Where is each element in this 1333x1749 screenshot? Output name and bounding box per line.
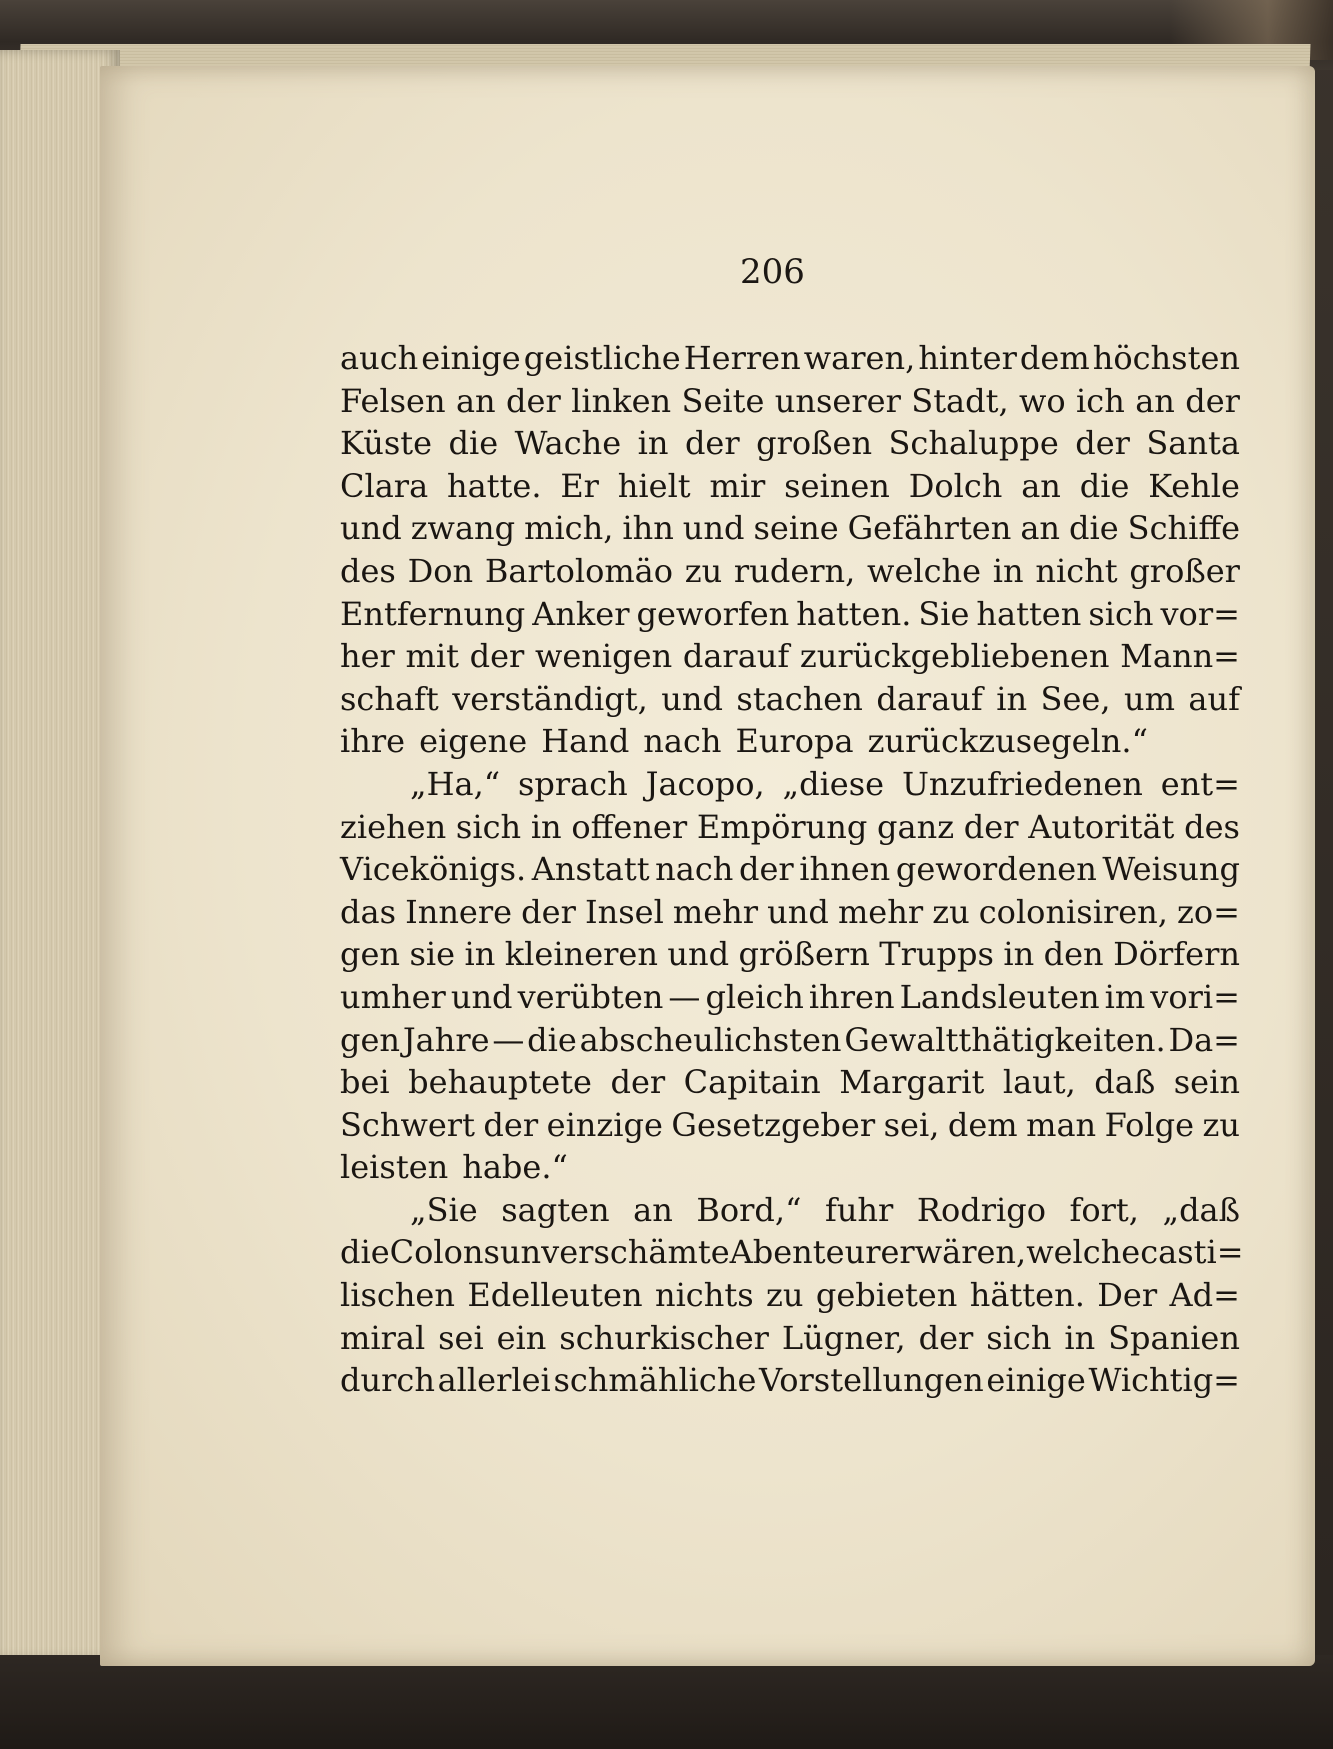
text-line: [340, 720, 1240, 763]
word: nach: [643, 722, 722, 761]
word: die: [1079, 466, 1130, 505]
word: ich: [1076, 381, 1125, 420]
word: Vorstellungen: [759, 1361, 984, 1400]
text-line: [340, 1231, 1244, 1274]
word: zu: [1202, 1105, 1240, 1144]
word: nicht: [1035, 551, 1118, 590]
word: des: [340, 551, 396, 590]
word: Entfernung: [340, 594, 526, 633]
word: und: [340, 509, 402, 548]
word: kleineren: [504, 935, 658, 974]
word: Der: [1097, 1276, 1158, 1315]
word: die: [527, 1020, 577, 1059]
word: sein: [1173, 1063, 1240, 1102]
word: zurückgebliebenen: [799, 637, 1110, 676]
word: Santa: [1146, 424, 1240, 463]
word: Vicekönigs.: [340, 850, 527, 889]
text-line: [340, 380, 1240, 423]
word: sich: [986, 1318, 1052, 1357]
word: ein: [496, 1318, 547, 1357]
word: ihn: [622, 509, 674, 548]
text-line: [340, 1146, 1240, 1189]
word: Jahre: [402, 1020, 490, 1059]
word: schmähliche: [553, 1361, 757, 1400]
word: den: [1043, 935, 1104, 974]
word: einige: [986, 1361, 1086, 1400]
word: der: [1185, 381, 1240, 420]
word: größern: [738, 935, 870, 974]
page-number: 206: [740, 252, 805, 292]
word: ihre: [340, 722, 406, 761]
word: „daß: [1162, 1190, 1240, 1229]
word: großer: [1129, 551, 1240, 590]
word: im: [1104, 977, 1146, 1016]
word: Da=: [1168, 1020, 1240, 1059]
word: die: [340, 1233, 390, 1272]
word: ihnen: [799, 850, 891, 889]
word: gewordenen: [895, 850, 1097, 889]
word: und: [667, 935, 730, 974]
word: und: [767, 892, 829, 931]
word: ent=: [1160, 764, 1240, 803]
word: Trupps: [879, 935, 994, 974]
word: zu: [932, 892, 970, 931]
word: sei: [438, 1318, 484, 1357]
word: der: [483, 1105, 539, 1144]
word: unverschämte: [499, 1233, 730, 1272]
word: in: [996, 679, 1028, 718]
word: Mann=: [1120, 637, 1240, 676]
word: die: [1069, 509, 1119, 548]
word: der: [963, 807, 1019, 846]
word: Rodrigo: [916, 1190, 1046, 1229]
word: dem: [947, 1105, 1018, 1144]
word: offener: [571, 807, 688, 846]
word: sich: [1088, 594, 1154, 633]
word: verübten: [517, 977, 664, 1016]
word: schurkischer: [559, 1318, 769, 1357]
word: gen: [340, 935, 401, 974]
text-line: [340, 337, 1240, 380]
word: an: [1135, 381, 1175, 420]
word: um: [1123, 679, 1175, 718]
word: man: [1026, 1105, 1097, 1144]
word: sagten: [501, 1190, 610, 1229]
word: Capitain: [683, 1063, 821, 1102]
word: der: [918, 1318, 974, 1357]
word: einige: [421, 339, 521, 377]
word: Empörung: [696, 807, 868, 846]
word: Wichtig=: [1088, 1361, 1240, 1400]
word: einzige: [546, 1105, 663, 1144]
word: an: [455, 381, 496, 420]
word: der: [521, 892, 576, 931]
word: gleich: [705, 977, 804, 1016]
text-line: [340, 891, 1240, 934]
word: des: [1184, 807, 1240, 846]
word: linken: [571, 381, 672, 420]
word: „Sie: [410, 1190, 478, 1229]
word: mich,: [524, 509, 614, 548]
word: der: [738, 850, 794, 889]
word: in: [464, 935, 496, 974]
word: schaft: [340, 679, 439, 718]
word: und: [450, 977, 513, 1016]
word: der: [469, 637, 525, 676]
word: vor=: [1160, 594, 1240, 633]
word: casti=: [1140, 1233, 1244, 1272]
word: unserer: [774, 381, 901, 420]
book-cover-bottom: [0, 1655, 1333, 1749]
text-line: [340, 422, 1240, 465]
word: mit: [405, 637, 459, 676]
text-line: [340, 465, 1240, 508]
word: Bartolomäo: [484, 551, 674, 590]
word: Margarit: [839, 1063, 985, 1102]
word: nichts: [654, 1276, 754, 1315]
text-line: [340, 806, 1240, 849]
word: waren,: [803, 339, 916, 377]
word: zo=: [1177, 892, 1240, 931]
word: Küste: [340, 424, 433, 463]
word: Gesetzgeber: [671, 1105, 876, 1144]
word: vori=: [1150, 977, 1240, 1016]
word: auch: [340, 339, 419, 377]
word: sich: [455, 807, 522, 846]
word: hinter: [918, 339, 1017, 377]
word: Seite: [681, 381, 765, 420]
word: Felsen: [340, 381, 446, 420]
word: Dörfern: [1113, 935, 1240, 974]
word: wenigen: [534, 637, 673, 676]
word: laut,: [1002, 1063, 1076, 1102]
word: zu: [766, 1276, 804, 1315]
word: mehr: [672, 892, 759, 931]
word: der: [506, 381, 561, 420]
word: in: [1003, 935, 1035, 974]
word: der: [684, 424, 740, 463]
text-line: [340, 678, 1240, 721]
word: durch: [340, 1361, 435, 1400]
word: großen: [756, 424, 873, 463]
word: Gefährten: [847, 509, 1012, 548]
text-line: [340, 1359, 1240, 1402]
word: Stadt,: [911, 381, 1009, 420]
text-line: [340, 593, 1240, 636]
word: an: [1021, 466, 1061, 505]
word: Anstatt: [531, 850, 650, 889]
word: hatten: [976, 594, 1082, 633]
word: sei,: [883, 1105, 940, 1144]
page-text: [340, 337, 1244, 1402]
word: rudern,: [733, 551, 856, 590]
word: zu: [684, 551, 723, 590]
word: Don: [407, 551, 474, 590]
text-line: [340, 763, 1240, 806]
word: her: [340, 637, 395, 676]
word: Schwert: [340, 1105, 475, 1144]
word: dem: [1019, 339, 1090, 377]
word: an: [633, 1190, 673, 1229]
word: umher: [340, 977, 446, 1016]
word: Schiffe: [1127, 509, 1240, 548]
word: der: [610, 1063, 666, 1102]
word: in: [992, 551, 1024, 590]
word: in: [1064, 1318, 1096, 1357]
word: Herren: [683, 339, 801, 377]
word: Unzufriedenen: [901, 764, 1143, 803]
text-line: [340, 1104, 1240, 1147]
word: Bord,“: [696, 1190, 802, 1229]
word: lischen: [340, 1276, 455, 1315]
word: geistliche: [523, 339, 681, 377]
word: „Ha,“: [410, 764, 501, 803]
word: Dolch: [908, 466, 1003, 505]
text-line: [340, 1019, 1240, 1062]
word: Landsleuten: [899, 977, 1100, 1016]
word: und: [682, 509, 745, 548]
word: hatte.: [446, 466, 542, 505]
word: eigene: [419, 722, 528, 761]
word: Jacopo,: [645, 764, 765, 803]
word: colonisiren,: [978, 892, 1168, 931]
text-line: [340, 507, 1240, 550]
word: See,: [1040, 679, 1111, 718]
word: habe.“: [462, 1148, 568, 1187]
word: Schaluppe: [888, 424, 1059, 463]
text-line: [340, 848, 1240, 891]
word: hätten.: [969, 1276, 1085, 1315]
word: darauf: [876, 679, 983, 718]
word: geworfen: [636, 594, 790, 633]
word: wo: [1019, 381, 1066, 420]
word: —: [492, 1020, 525, 1059]
word: mehr: [837, 892, 924, 931]
text-line: [340, 1274, 1240, 1317]
word: seine: [753, 509, 839, 548]
word: darauf: [682, 637, 790, 676]
word: abscheulichsten: [579, 1020, 842, 1059]
word: Abenteurer: [729, 1233, 915, 1272]
word: daß: [1094, 1063, 1156, 1102]
word: behauptete: [408, 1063, 592, 1102]
text-line: [340, 976, 1240, 1019]
word: Spanien: [1108, 1318, 1240, 1357]
word: an: [1020, 509, 1061, 548]
word: zurückzusegeln.“: [867, 722, 1148, 761]
word: Kehle: [1148, 466, 1240, 505]
word: ganz: [877, 807, 955, 846]
word: mir: [709, 466, 766, 505]
word: —: [668, 977, 701, 1016]
word: sprach: [517, 764, 628, 803]
word: höchsten: [1092, 339, 1240, 377]
text-line: [340, 1317, 1240, 1360]
word: Innere: [405, 892, 513, 931]
word: verständigt,: [452, 679, 648, 718]
word: Insel: [584, 892, 664, 931]
word: fort,: [1069, 1190, 1139, 1229]
text-line: [340, 550, 1240, 593]
word: seinen: [784, 466, 890, 505]
word: gebieten: [815, 1276, 958, 1315]
word: Lügner,: [781, 1318, 906, 1357]
word: Gewaltthätigkeiten.: [844, 1020, 1166, 1059]
word: hatten.: [796, 594, 912, 633]
text-line: [340, 1189, 1240, 1232]
word: Wache: [514, 424, 622, 463]
text-line: [340, 635, 1240, 678]
text-line: [340, 933, 1240, 976]
word: „diese: [782, 764, 885, 803]
word: Anker: [532, 594, 630, 633]
word: welche: [867, 551, 982, 590]
word: Clara: [340, 466, 429, 505]
word: Er: [560, 466, 599, 505]
word: das: [340, 892, 396, 931]
word: Edelleuten: [467, 1276, 643, 1315]
word: und: [661, 679, 723, 718]
word: wären,: [914, 1233, 1027, 1272]
word: Ad=: [1169, 1276, 1240, 1315]
word: Sie: [918, 594, 970, 633]
word: Weisung: [1102, 850, 1240, 889]
word: nach: [655, 850, 734, 889]
word: fuhr: [824, 1190, 894, 1229]
word: bei: [340, 1063, 390, 1102]
word: allerlei: [437, 1361, 551, 1400]
word: Colons: [389, 1233, 500, 1272]
word: zwang: [410, 509, 516, 548]
word: auf: [1188, 679, 1240, 718]
word: in: [530, 807, 562, 846]
word: gen: [340, 1020, 401, 1059]
word: hielt: [617, 466, 691, 505]
word: ziehen: [340, 807, 447, 846]
word: sie: [409, 935, 456, 974]
word: die: [448, 424, 499, 463]
word: Autorität: [1028, 807, 1175, 846]
word: Folge: [1104, 1105, 1194, 1144]
word: der: [1075, 424, 1130, 463]
word: welche: [1026, 1233, 1141, 1272]
word: ihren: [808, 977, 895, 1016]
word: leisten: [340, 1148, 449, 1187]
word: miral: [340, 1318, 426, 1357]
text-line: [340, 1061, 1240, 1104]
word: stachen: [736, 679, 863, 718]
word: in: [637, 424, 669, 463]
word: Europa: [735, 722, 854, 761]
word: Hand: [541, 722, 630, 761]
